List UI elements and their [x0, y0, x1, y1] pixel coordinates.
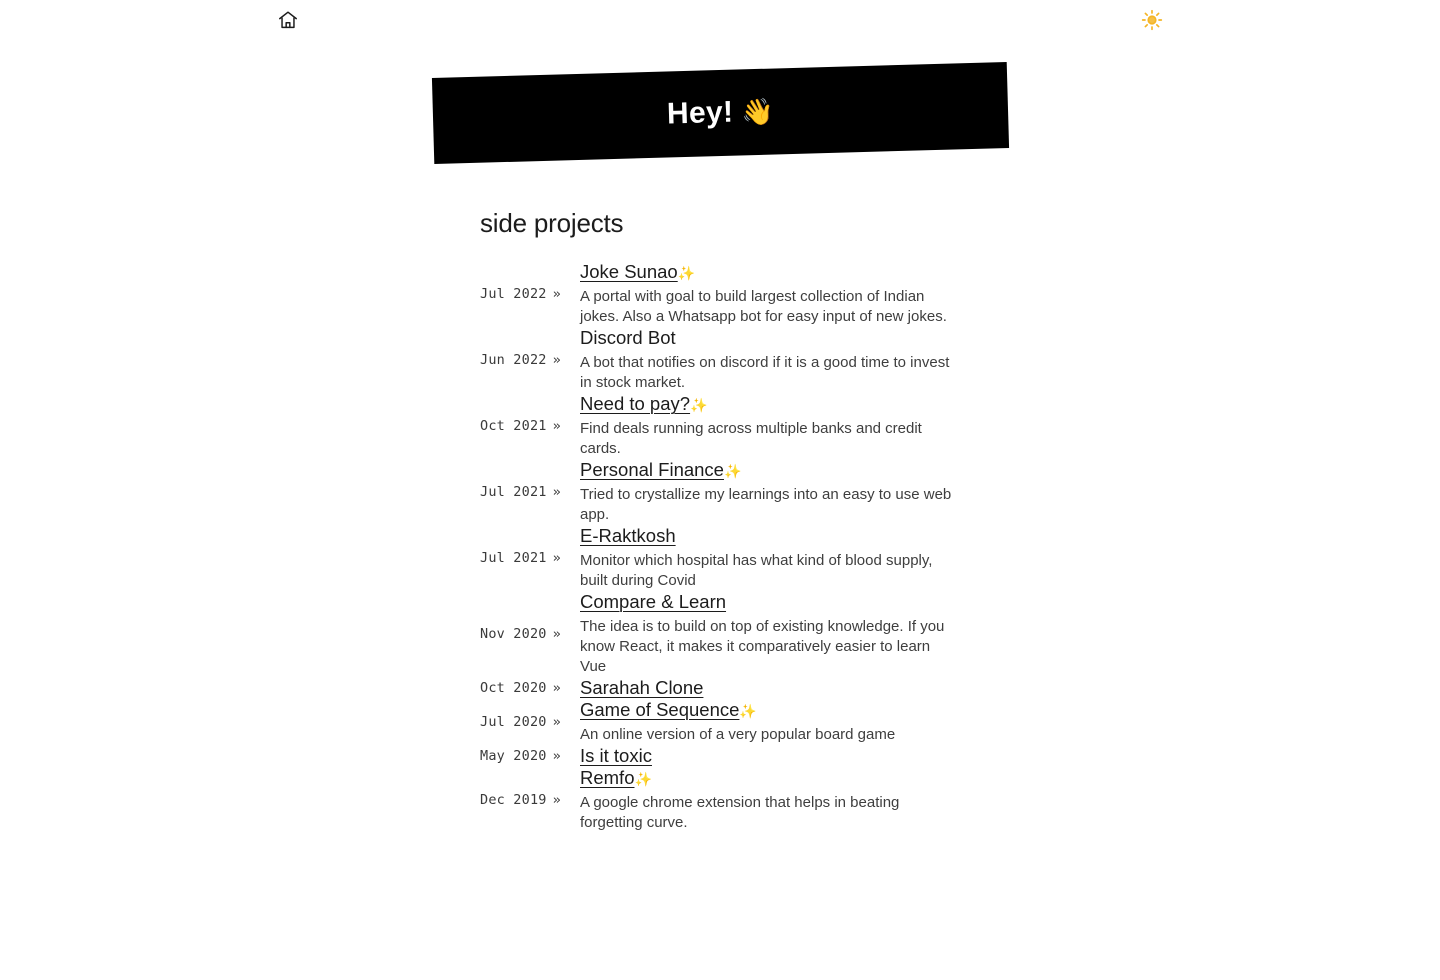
project-date: [480, 767, 580, 833]
project-link[interactable]: Need to pay?: [580, 393, 691, 414]
home-icon[interactable]: [275, 7, 301, 33]
table-row: [480, 699, 1080, 745]
side-projects-table: [480, 261, 1080, 833]
project-description: A google chrome extension that helps in beating forgetting curve.: [580, 794, 900, 831]
hero-banner: [0, 70, 1440, 156]
project-title-row: [580, 327, 1080, 349]
project-link[interactable]: Personal Finance: [580, 459, 724, 480]
project-title-row: [580, 591, 1080, 613]
project-date: [480, 525, 580, 591]
project-link[interactable]: Sarahah Clone: [580, 677, 704, 698]
sparkles-icon: ✨: [739, 703, 757, 719]
project-date-text: Jul 2022: [480, 286, 547, 302]
sparkles-icon: ✨: [677, 265, 696, 281]
project-title-row: [580, 677, 1080, 699]
project-link[interactable]: Game of Sequence: [580, 699, 740, 720]
project-description: A portal with goal to build largest collection of Indian jokes. Also a Whatsapp bot for easy input of new jokes.: [580, 288, 947, 325]
table-row: [480, 591, 1080, 677]
project-title-row: [580, 393, 1080, 415]
chevron-right-icon: »: [552, 286, 561, 302]
project-link[interactable]: Compare & Learn: [580, 591, 727, 612]
project-detail: [580, 677, 1080, 699]
project-date-text: Oct 2020: [480, 680, 547, 696]
main-content: [0, 156, 1440, 833]
project-description: Find deals running across multiple banks and credit cards.: [580, 420, 922, 457]
table-row: [480, 393, 1080, 459]
project-detail: [580, 393, 1080, 459]
table-row: [480, 327, 1080, 393]
project-date: [480, 393, 580, 459]
project-link[interactable]: Is it toxic: [580, 745, 652, 766]
chevron-right-icon: »: [552, 748, 561, 764]
project-detail: [580, 525, 1080, 591]
chevron-right-icon: »: [552, 714, 561, 730]
project-link: Discord Bot: [580, 327, 676, 348]
project-date: [480, 591, 580, 677]
theme-toggle-button[interactable]: [1139, 7, 1165, 33]
project-description: A bot that notifies on discord if it is a good time to invest in stock market.: [580, 354, 950, 391]
project-description: An online version of a very popular board game: [580, 726, 896, 743]
table-row: [480, 525, 1080, 591]
project-description: Tried to crystallize my learnings into an easy to use web app.: [580, 486, 952, 523]
project-date-text: Jun 2022: [480, 352, 547, 368]
sparkles-icon: ✨: [723, 463, 742, 479]
project-detail: [580, 261, 1080, 327]
project-date: [480, 261, 580, 327]
chevron-right-icon: »: [552, 418, 561, 434]
project-detail: [580, 459, 1080, 525]
project-date: [480, 745, 580, 767]
side-projects-body: [480, 261, 1080, 833]
project-title-row: [580, 745, 1080, 767]
chevron-right-icon: »: [552, 680, 561, 696]
project-date-text: Jul 2021: [480, 484, 547, 500]
project-date-text: Jul 2021: [480, 550, 547, 566]
table-row: [480, 261, 1080, 327]
project-date: [480, 677, 580, 699]
project-link[interactable]: Joke Sunao: [580, 261, 678, 282]
chevron-right-icon: »: [552, 484, 561, 500]
project-date-text: Oct 2021: [480, 418, 547, 434]
project-detail: [580, 327, 1080, 393]
project-detail: [580, 767, 1080, 833]
project-title-row: [580, 261, 1080, 283]
project-detail: [580, 745, 1080, 767]
page-title: [480, 208, 623, 239]
sun-icon: [1141, 9, 1163, 31]
chevron-right-icon: »: [552, 550, 561, 566]
section-title-text: side projects: [480, 208, 624, 238]
project-description: The idea is to build on top of existing knowledge. If you know React, it makes it comparatively easier to learn Vue: [580, 618, 945, 675]
project-date-text: May 2020: [480, 748, 547, 764]
table-row: [480, 767, 1080, 833]
project-date-text: Dec 2019: [480, 792, 547, 808]
chevron-right-icon: »: [552, 792, 561, 808]
sparkles-icon: ✨: [634, 771, 652, 787]
chevron-right-icon: »: [552, 626, 561, 642]
project-link[interactable]: E-Raktkosh: [580, 525, 676, 546]
project-link[interactable]: Remfo: [580, 767, 635, 788]
project-date: [480, 459, 580, 525]
home-icon-glyph: [277, 9, 299, 31]
project-title-row: [580, 699, 1080, 721]
project-date: [480, 327, 580, 393]
project-title-row: [580, 525, 1080, 547]
project-title-row: [580, 767, 1080, 789]
project-detail: [580, 699, 1080, 745]
hero-text-row: [666, 95, 774, 132]
top-bar: [0, 0, 1440, 40]
project-date-text: Nov 2020: [480, 626, 547, 642]
hero-greeting: Hey!: [666, 95, 734, 131]
table-row: [480, 459, 1080, 525]
chevron-right-icon: »: [552, 352, 561, 368]
table-row: [480, 677, 1080, 699]
project-description: Monitor which hospital has what kind of blood supply, built during Covid: [580, 552, 933, 589]
project-date: [480, 699, 580, 745]
squiggle-underline-icon: [480, 238, 614, 246]
sparkles-icon: ✨: [690, 397, 708, 413]
project-title-row: [580, 459, 1080, 481]
waving-hand-icon: 👋: [740, 96, 774, 127]
table-row: [480, 745, 1080, 767]
project-date-text: Jul 2020: [480, 714, 547, 730]
project-detail: [580, 591, 1080, 677]
hero-banner-inner: [431, 62, 1008, 164]
